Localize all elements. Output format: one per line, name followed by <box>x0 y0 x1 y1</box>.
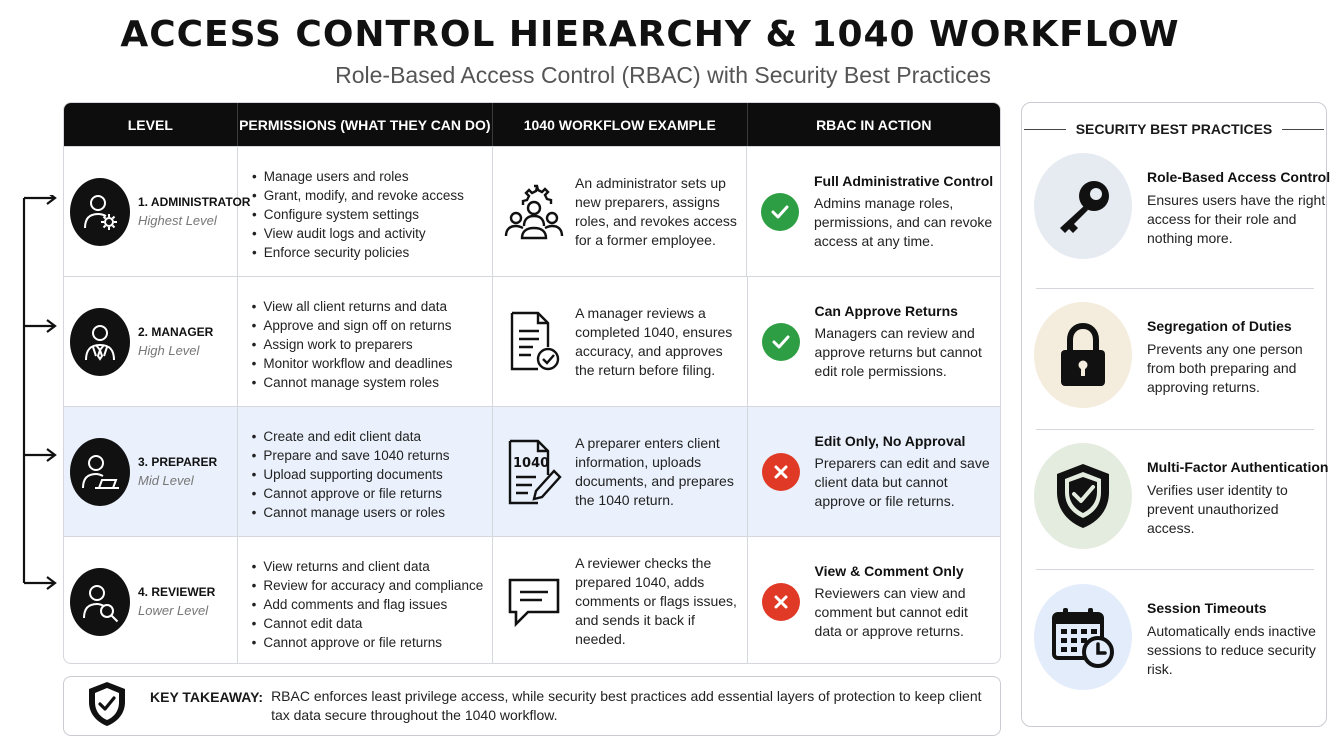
form-1040-label: 1040 <box>513 455 550 471</box>
practice-mfa <box>1034 443 1329 549</box>
level-rank: High Level <box>138 343 200 358</box>
header-level: LEVEL <box>64 103 238 146</box>
permission-item: • Monitor workflow and deadlines <box>252 354 492 373</box>
rbac-title: Full Administrative Control <box>814 172 994 189</box>
workflow-text: A preparer enters client information, uploads documents, and prepares the 1040 return. <box>575 434 734 508</box>
workflow-cell <box>493 147 747 276</box>
permission-item: • Upload supporting documents <box>252 465 492 484</box>
reviewer-magnifier-icon <box>70 568 130 636</box>
admin-gear-icon <box>70 178 130 246</box>
divider <box>1036 429 1314 430</box>
team-gear-icon <box>501 179 567 245</box>
padlock-icon <box>1034 302 1132 408</box>
permission-item: • Cannot approve or file returns <box>252 484 492 503</box>
rbac-description: Reviewers can view and comment but cannot edit data or approve returns. <box>814 584 968 639</box>
permission-item: • Add comments and flag issues <box>252 595 492 614</box>
level-cell <box>64 147 251 276</box>
level-name: 2. MANAGER <box>138 325 214 339</box>
practice-segregation <box>1034 302 1316 408</box>
rbac-cell <box>747 147 1000 276</box>
workflow-text: An administrator sets up new preparers, assigns roles, and revokes access for a former employee. <box>575 174 737 248</box>
permission-item: • Assign work to preparers <box>252 335 492 354</box>
panel-heading <box>1022 121 1326 137</box>
check-icon <box>761 193 799 231</box>
workflow-text: A reviewer checks the prepared 1040, adds comments or flags issues, and sends it back if needed. <box>575 555 737 647</box>
permission-item: • View audit logs and activity <box>252 224 492 243</box>
check-icon <box>762 323 800 361</box>
permission-item: • Grant, modify, and revoke access <box>252 186 492 205</box>
practice-title: Role-Based Access Control <box>1147 169 1331 185</box>
security-best-practices-panel <box>1021 102 1331 727</box>
divider <box>1036 569 1314 570</box>
level-name: 4. REVIEWER <box>138 585 216 599</box>
calendar-clock-icon <box>1034 584 1132 690</box>
shield-check-icon <box>86 680 128 733</box>
practice-title: Multi-Factor Authentication <box>1147 459 1329 475</box>
document-check-icon <box>501 309 567 375</box>
permission-item: • Prepare and save 1040 returns <box>252 446 492 465</box>
practice-rbac <box>1034 153 1331 259</box>
rbac-description: Admins manage roles, permissions, and can revoke access at any time. <box>814 194 993 249</box>
table-header <box>64 103 1000 146</box>
practice-description: Verifies user identity to prevent unauthorized access. <box>1147 482 1288 536</box>
permissions-list <box>252 427 492 522</box>
divider <box>1036 288 1314 289</box>
permission-item: • Approve and sign off on returns <box>252 316 492 335</box>
hierarchy-connector <box>20 195 60 590</box>
workflow-cell <box>493 277 747 406</box>
permission-item: • Cannot manage system roles <box>252 373 492 392</box>
workflow-cell <box>493 407 747 536</box>
level-rank: Mid Level <box>138 473 194 488</box>
rbac-description: Preparers can edit and save client data but cannot approve or file returns. <box>814 454 990 509</box>
permissions-cell <box>238 147 493 276</box>
page-title: ACCESS CONTROL HIERARCHY & 1040 WORKFLOW <box>120 14 1180 55</box>
rbac-title: View & Comment Only <box>814 562 964 579</box>
practice-description: Automatically ends inactive sessions to reduce security risk. <box>1147 623 1316 677</box>
page-subtitle: Role-Based Access Control (RBAC) with Security Best Practices <box>335 62 991 88</box>
x-icon <box>762 583 800 621</box>
header-permissions: PERMISSIONS (WHAT THEY CAN DO) <box>238 103 493 146</box>
permission-item: • Enforce security policies <box>252 243 492 262</box>
rbac-cell <box>748 537 1000 664</box>
permission-item: • Cannot approve or file returns <box>252 633 492 652</box>
permissions-list <box>252 557 492 652</box>
table-row-administrator <box>64 146 1000 276</box>
rbac-description: Managers can review and approve returns but cannot edit role permissions. <box>814 324 982 379</box>
takeaway-label: KEY TAKEAWAY: <box>150 689 264 705</box>
rbac-cell <box>748 277 1000 406</box>
form-1040-pencil-icon <box>501 439 567 505</box>
permission-item: • Review for accuracy and compliance <box>252 576 492 595</box>
shield-check-icon <box>1034 443 1132 549</box>
panel-title: SECURITY BEST PRACTICES <box>1075 121 1273 137</box>
permissions-cell <box>238 277 493 406</box>
takeaway-text: RBAC enforces least privilege access, while security best practices add essential layers of protection to keep client tax data secure throughout the 1040 workflow. <box>271 688 982 723</box>
practice-title: Segregation of Duties <box>1147 318 1292 334</box>
key-takeaway-box <box>63 676 1001 736</box>
table-row-reviewer <box>64 536 1000 664</box>
table-row-manager <box>64 276 1000 406</box>
level-rank: Highest Level <box>138 213 217 228</box>
practice-description: Prevents any one person from both preparing and approving returns. <box>1147 341 1303 395</box>
permission-item: • View all client returns and data <box>252 297 492 316</box>
permissions-cell <box>238 407 493 536</box>
header-workflow: 1040 WORKFLOW EXAMPLE <box>493 103 747 146</box>
practice-description: Ensures users have the right access for their role and nothing more. <box>1147 192 1326 246</box>
table-row-preparer <box>64 406 1000 536</box>
x-icon <box>762 453 800 491</box>
practice-title: Session Timeouts <box>1147 600 1267 616</box>
permission-item: • View returns and client data <box>252 557 492 576</box>
preparer-laptop-icon <box>70 438 130 506</box>
manager-tie-icon <box>70 308 130 376</box>
rbac-title: Edit Only, No Approval <box>814 432 966 449</box>
level-cell <box>64 537 238 664</box>
permissions-list <box>252 167 492 262</box>
workflow-text: A manager reviews a completed 1040, ensures accuracy, and approves the return before filing. <box>575 304 733 378</box>
access-hierarchy-table <box>63 102 1001 664</box>
permissions-cell <box>238 537 493 664</box>
comment-bubble-icon <box>501 569 567 635</box>
workflow-cell <box>493 537 747 664</box>
level-cell <box>64 407 238 536</box>
practice-session-timeouts <box>1034 584 1316 690</box>
rbac-cell <box>748 407 1000 536</box>
permission-item: • Cannot manage users or roles <box>252 503 492 522</box>
permissions-list <box>252 297 492 392</box>
level-cell <box>64 277 238 406</box>
permission-item: • Configure system settings <box>252 205 492 224</box>
rbac-title: Can Approve Returns <box>814 302 958 319</box>
permission-item: • Cannot edit data <box>252 614 492 633</box>
key-icon <box>1034 153 1132 259</box>
header-rbac: RBAC IN ACTION <box>816 116 932 133</box>
permission-item: • Manage users and roles <box>252 167 492 186</box>
level-name: 3. PREPARER <box>138 455 218 469</box>
level-name: 1. ADMINISTRATOR <box>138 195 251 209</box>
level-rank: Lower Level <box>138 603 209 618</box>
permission-item: • Create and edit client data <box>252 427 492 446</box>
